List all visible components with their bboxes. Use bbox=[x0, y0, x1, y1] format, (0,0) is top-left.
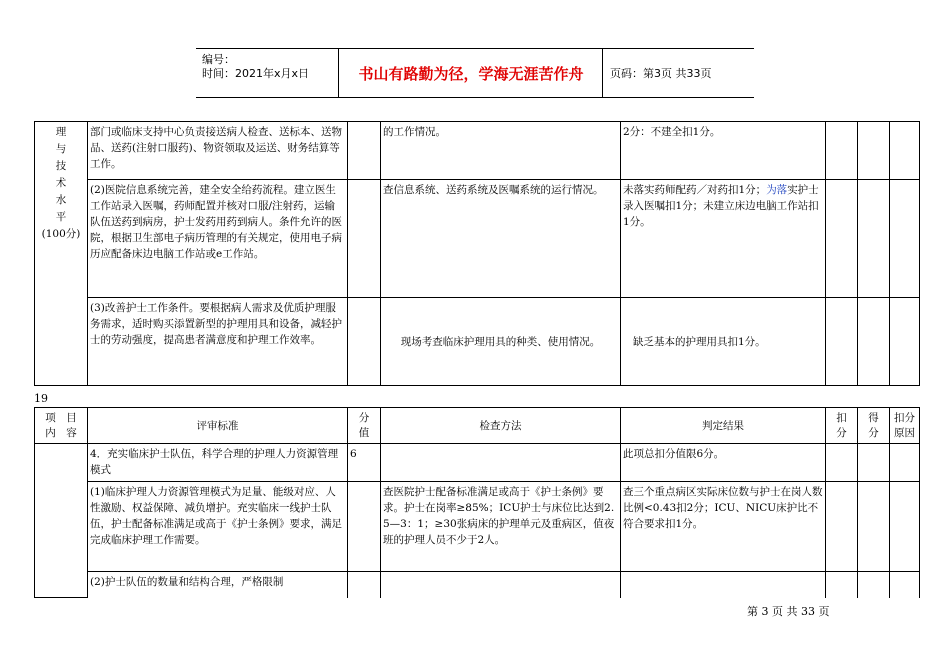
get-cell bbox=[858, 482, 890, 572]
method-cell bbox=[381, 572, 621, 598]
score-cell bbox=[348, 180, 381, 298]
page-label: 页码：第3页 共33页 bbox=[610, 67, 712, 80]
reason-cell bbox=[890, 482, 920, 572]
reason-cell bbox=[890, 298, 920, 386]
header-info bbox=[196, 49, 339, 97]
score-cell bbox=[348, 122, 381, 180]
result-cell: 此项总扣分值限6分。 bbox=[621, 444, 826, 482]
evaluation-table-top bbox=[34, 121, 920, 386]
method-cell bbox=[381, 444, 621, 482]
reason-cell bbox=[890, 122, 920, 180]
get-cell bbox=[858, 122, 890, 180]
score-cell: 6 bbox=[348, 444, 381, 482]
result-cell bbox=[621, 572, 826, 598]
time-label: 时间：2021年x月x日 bbox=[202, 67, 310, 80]
reason-cell bbox=[890, 572, 920, 598]
standard-cell: (3)改善护士工作条件。要根据病人需求及优质护理服务需求，适时购买添置新型的护理用具和设备，减轻护士的劳动强度，提高患者满意度和护理工作效率。 bbox=[88, 298, 348, 386]
page-marker: 19 bbox=[34, 392, 48, 405]
standard-cell: 4．充实临床护士队伍，科学合理的护理人力资源管理模式 bbox=[88, 444, 348, 482]
header-result: 判定结果 bbox=[621, 408, 826, 444]
deduct-cell bbox=[826, 482, 858, 572]
get-cell bbox=[858, 180, 890, 298]
evaluation-table-bottom bbox=[34, 407, 920, 598]
result-cell: 缺乏基本的护理用具扣1分。 bbox=[621, 298, 826, 386]
standard-cell: (2)护士队伍的数量和结构合理，严格限制 bbox=[88, 572, 348, 598]
deduct-cell bbox=[826, 180, 858, 298]
result-cell: 2分：不建全扣1分。 bbox=[621, 122, 826, 180]
deduct-cell bbox=[826, 444, 858, 482]
standard-cell: (1)临床护理人力资源管理模式为足量、能级对应、人性激励、权益保障、减负增护。充实临床一线护士队伍，护士配备标准满足或高于《护士条例》要求，满足完成临床护理工作需要。 bbox=[88, 482, 348, 572]
method-cell: 查信息系统、送药系统及医嘱系统的运行情况。 bbox=[381, 180, 621, 298]
number-label: 编号： bbox=[202, 53, 235, 66]
page-footer: 第 3 页 共 33 页 bbox=[747, 605, 830, 618]
header-item: 项 目 内 容 bbox=[35, 408, 88, 444]
method-cell: 查医院护士配备标准满足或高于《护士条例》要求。护士在岗率≥85%；ICU护士与床位比达到2.5—3：1；≥30张病床的护理单元及重病区，值夜班的护理人员不少于2人。 bbox=[381, 482, 621, 572]
page-header bbox=[196, 48, 754, 98]
score-cell bbox=[348, 572, 381, 598]
score-cell bbox=[348, 298, 381, 386]
reason-cell bbox=[890, 444, 920, 482]
deduct-cell bbox=[826, 122, 858, 180]
reason-cell bbox=[890, 180, 920, 298]
get-cell bbox=[858, 298, 890, 386]
result-cell: 查三个重点病区实际床位数与护士在岗人数比例<0.43扣2分；ICU、NICU床护比不符合要求扣1分。 bbox=[621, 482, 826, 572]
header-method: 检查方法 bbox=[381, 408, 621, 444]
deduct-cell bbox=[826, 572, 858, 598]
deduct-cell bbox=[826, 298, 858, 386]
header-score: 分 值 bbox=[348, 408, 381, 444]
category-cell bbox=[35, 444, 88, 598]
header-reason: 扣分 原因 bbox=[890, 408, 920, 444]
standard-cell: (2)医院信息系统完善，建全安全给药流程。建立医生工作站录入医嘱，药师配置并核对口服/注射药，运输队伍送药到病房，护士发药用药到病人。条件允许的医院，根据卫生部电子病历管理的有关规定，使用电子病历应配备床边电脑工作站或e工作站。 bbox=[88, 180, 348, 298]
header-standard: 评审标准 bbox=[88, 408, 348, 444]
header-get: 得 分 bbox=[858, 408, 890, 444]
motto: 书山有路勤为径，学海无涯苦作舟 bbox=[340, 49, 603, 97]
method-cell: 的工作情况。 bbox=[381, 122, 621, 180]
get-cell bbox=[858, 444, 890, 482]
result-cell: 未落实药师配药／对药扣1分；为落实护士录入医嘱扣1分；未建立床边电脑工作站扣1分。 bbox=[621, 180, 826, 298]
method-cell: 现场考查临床护理用具的种类、使用情况。 bbox=[381, 298, 621, 386]
header-deduct: 扣 分 bbox=[826, 408, 858, 444]
get-cell bbox=[858, 572, 890, 598]
standard-cell: 部门或临床支持中心负责接送病人检查、送标本、送物品、送药(注射口服药)、物资领取及运送、财务结算等工作。 bbox=[88, 122, 348, 180]
score-cell bbox=[348, 482, 381, 572]
category-cell: 理 与 技 术 水 平 (100分) bbox=[35, 122, 88, 386]
